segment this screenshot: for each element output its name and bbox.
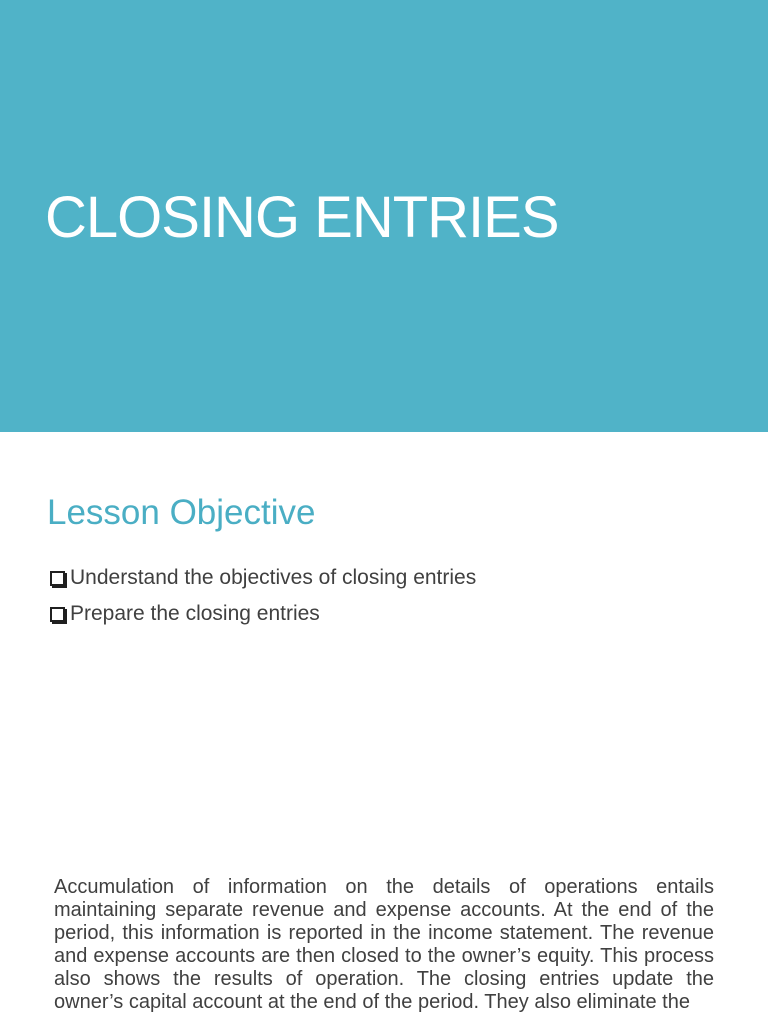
- objectives-heading: Lesson Objective: [47, 493, 316, 532]
- checkbox-icon: [50, 607, 65, 622]
- checkbox-icon: [50, 571, 65, 586]
- objectives-list: [50, 560, 476, 632]
- title-banner: [0, 0, 768, 432]
- body-paragraph: Accumulation of information on the details of operations entails maintaining separate revenue and expense accounts. At the end of the period, this information is reported in the income statement. The revenue and expense accounts are then closed to the owner’s equity. This process also shows the results of operation. The closing entries update the owner’s capital account at the end of the period. They also eliminate the: [54, 876, 714, 1013]
- objective-item: [50, 560, 476, 596]
- objective-label: Understand the objectives of closing entries: [70, 566, 477, 589]
- page-title: CLOSING ENTRIES: [45, 185, 559, 250]
- objective-label: Prepare the closing entries: [70, 602, 320, 625]
- objective-item: [50, 596, 476, 632]
